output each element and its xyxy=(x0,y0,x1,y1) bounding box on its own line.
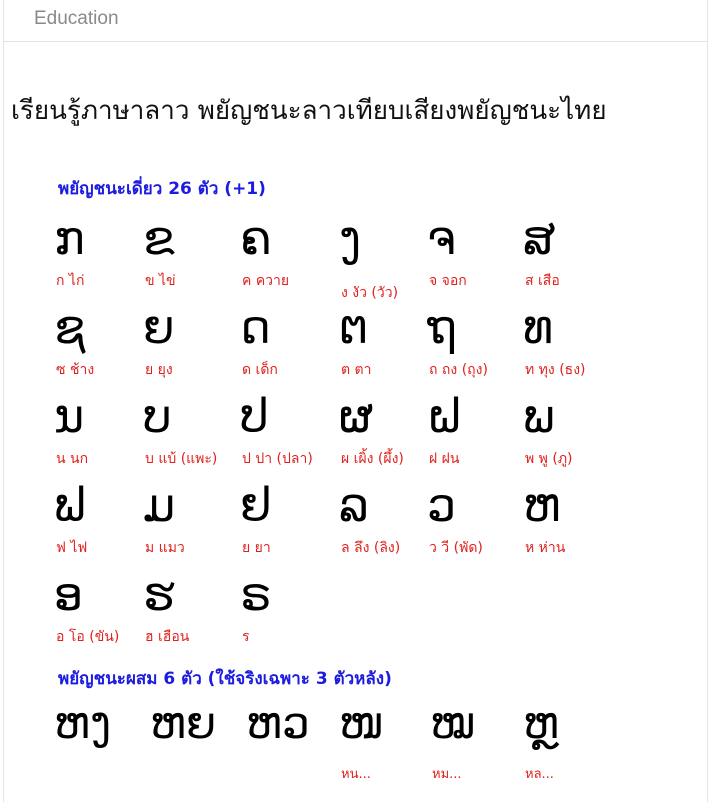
thai-equivalent: ล ลึง (ลิง) xyxy=(341,540,401,556)
consonant-cell xyxy=(48,389,144,485)
lao-letter: ຫຼ xyxy=(523,698,560,749)
lao-letter: ບ xyxy=(143,389,172,443)
thai-equivalent: ต ตา xyxy=(341,362,372,378)
lao-letter: ອ xyxy=(54,567,84,621)
lao-letter: ນ xyxy=(54,389,85,443)
thai-equivalent: ร xyxy=(242,629,250,645)
lao-letter: ຕ xyxy=(339,300,369,354)
consonant-cell xyxy=(424,698,520,794)
lao-letter: ຜ xyxy=(339,389,374,443)
consonant-cell xyxy=(517,478,613,574)
consonant-row xyxy=(48,567,648,663)
lao-letter: ຝ xyxy=(427,389,463,443)
lao-letter: ຫ xyxy=(523,478,561,532)
thai-equivalent: น นก xyxy=(56,451,89,467)
lao-letter: ສ xyxy=(523,211,556,265)
lao-letter: ຊ xyxy=(54,300,86,354)
thai-equivalent: ฟ ไฟ xyxy=(56,540,88,556)
consonant-cell xyxy=(48,478,144,574)
consonant-cell xyxy=(48,211,144,307)
lao-letter: ຫຍ xyxy=(150,698,217,749)
lao-letter: ຢ xyxy=(240,478,272,532)
thai-equivalent: ย ยุง xyxy=(145,362,173,378)
thai-equivalent: ย ยา xyxy=(242,540,271,556)
lao-letter: ຖ xyxy=(427,300,457,354)
consonant-cell xyxy=(234,211,330,307)
category-label[interactable]: Education xyxy=(34,8,119,29)
consonant-cell xyxy=(421,211,517,307)
consonant-cell xyxy=(48,698,144,794)
thai-equivalent: หล... xyxy=(525,767,554,782)
consonant-cell xyxy=(333,478,429,574)
combined-consonants-heading: พยัญชนะผสม 6 ตัว (ใช้จริงเฉพาะ 3 ตัวหลัง) xyxy=(58,669,392,689)
thai-equivalent: จ จอก xyxy=(429,273,467,289)
consonant-cell xyxy=(234,478,330,574)
lao-letter: ລ xyxy=(339,478,369,532)
thai-equivalent: ก ไก่ xyxy=(56,273,85,289)
thai-equivalent: ถ ถง (ถุง) xyxy=(429,362,488,378)
consonant-cell xyxy=(517,300,613,396)
thai-equivalent: ข ไข่ xyxy=(145,273,176,289)
lao-letter: ຫວ xyxy=(246,698,310,749)
lao-letter: ຈ xyxy=(427,211,456,265)
lao-letter: ຣ xyxy=(240,567,272,621)
consonant-cell xyxy=(333,389,429,485)
consonant-cell xyxy=(333,698,429,794)
single-consonants-heading: พยัญชนะเดี่ยว 26 ตัว (+1) xyxy=(58,179,266,199)
consonant-cell xyxy=(421,389,517,485)
lao-letter: ປ xyxy=(240,389,269,443)
consonant-cell xyxy=(137,389,233,485)
thai-equivalent: หน... xyxy=(341,767,371,782)
thai-equivalent: ว วี (พัด) xyxy=(429,540,483,556)
thai-equivalent: ด เด็ก xyxy=(242,362,278,378)
category-bar xyxy=(4,0,707,42)
thai-equivalent: ผ เผิ้ง (ผึ้ง) xyxy=(341,451,404,467)
single-consonant-grid xyxy=(48,211,648,663)
thai-equivalent: ค ควาย xyxy=(242,273,290,289)
consonant-cell xyxy=(333,211,429,307)
thai-equivalent: ซ ช้าง xyxy=(56,362,95,378)
lao-letter: ຍ xyxy=(143,300,175,354)
thai-equivalent: อ โอ (ขัน) xyxy=(56,629,120,645)
lao-letter: ວ xyxy=(427,478,457,532)
consonant-cell xyxy=(333,300,429,396)
lao-letter: ຄ xyxy=(240,211,272,265)
consonant-cell xyxy=(144,698,240,794)
consonant-cell xyxy=(137,478,233,574)
thai-equivalent: พ พู (ภู) xyxy=(525,451,573,467)
consonant-row xyxy=(48,300,648,396)
lao-letter: ງ xyxy=(339,211,362,265)
thai-equivalent: ง งัว (วัว) xyxy=(341,285,399,301)
consonant-row xyxy=(48,478,648,574)
consonant-row xyxy=(48,211,648,307)
thai-equivalent: ท ทุง (ธง) xyxy=(525,362,586,378)
consonant-cell xyxy=(421,300,517,396)
lao-letter: ຟ xyxy=(54,478,86,532)
lao-letter: ໝ xyxy=(430,698,476,749)
thai-equivalent: ป ปา (ปลา) xyxy=(242,451,313,467)
thai-equivalent: ส เสือ xyxy=(525,273,560,289)
thai-equivalent: ห ห่าน xyxy=(525,540,566,556)
consonant-cell xyxy=(517,211,613,307)
consonant-cell xyxy=(234,300,330,396)
consonant-cell xyxy=(137,300,233,396)
consonant-cell xyxy=(234,389,330,485)
page-title: เรียนรู้ภาษาลาว พยัญชนะลาวเทียบเสียงพยัญชนะไทย xyxy=(11,96,607,126)
lao-letter: ຫງ xyxy=(54,698,112,749)
consonant-row xyxy=(48,698,648,794)
combined-consonant-grid xyxy=(48,698,648,794)
consonant-cell xyxy=(240,698,336,794)
lao-letter: ກ xyxy=(54,211,85,265)
lao-letter: ດ xyxy=(240,300,271,354)
thai-equivalent: ฮ เฮือน xyxy=(145,629,190,645)
lao-letter: ຂ xyxy=(143,211,175,265)
consonant-cell xyxy=(137,567,233,663)
consonant-cell xyxy=(517,698,613,794)
lao-letter: ມ xyxy=(143,478,176,532)
consonant-cell xyxy=(421,478,517,574)
thai-equivalent: บ แบ้ (แพะ) xyxy=(145,451,218,467)
lao-letter: ທ xyxy=(523,300,554,354)
lao-letter: ໜ xyxy=(339,698,385,749)
consonant-cell xyxy=(234,567,330,663)
thai-equivalent: หม... xyxy=(432,767,462,782)
lao-letter: ພ xyxy=(523,389,555,443)
thai-equivalent: ม แมว xyxy=(145,540,185,556)
consonant-cell xyxy=(48,567,144,663)
lao-letter: ຮ xyxy=(143,567,175,621)
consonant-cell xyxy=(137,211,233,307)
consonant-cell xyxy=(48,300,144,396)
consonant-row xyxy=(48,389,648,485)
consonant-cell xyxy=(517,389,613,485)
thai-equivalent: ฝ ฝน xyxy=(429,451,460,467)
